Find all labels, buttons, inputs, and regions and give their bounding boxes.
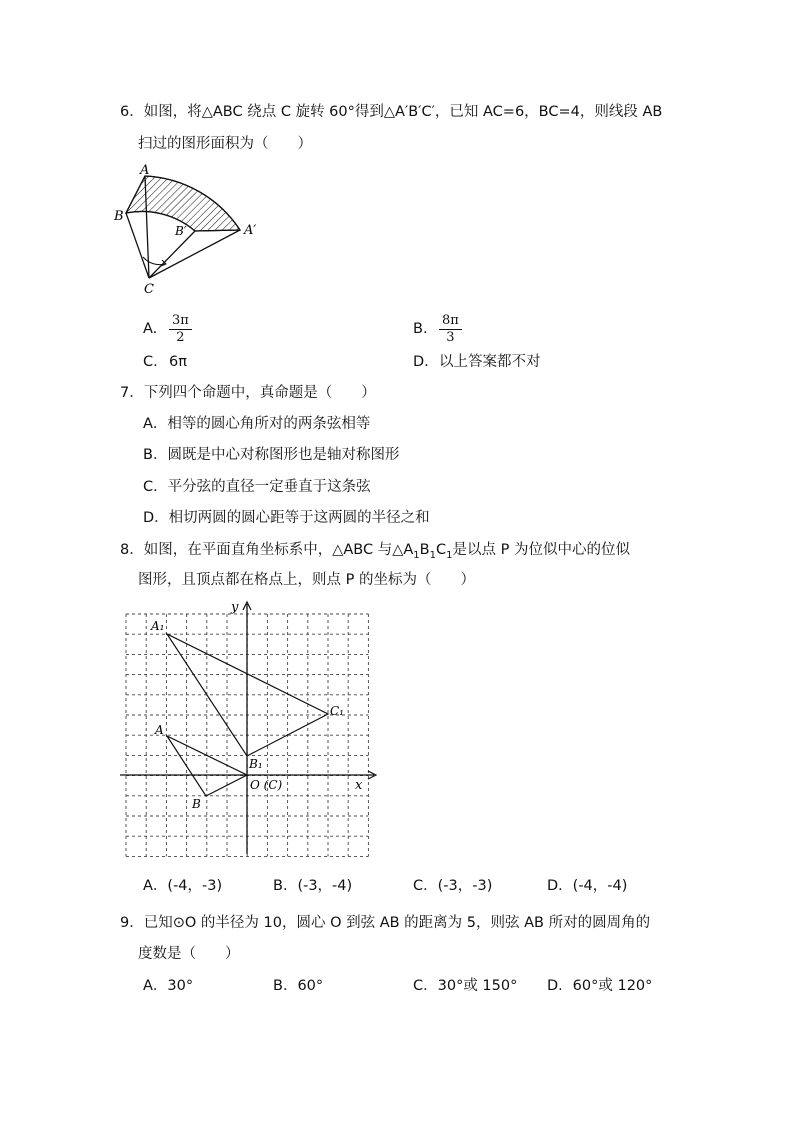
- q8-label-x: x: [355, 778, 363, 793]
- q6-stem-line1: 6．如图，将△ABC 绕点 C 旋转 60°得到△A′B′C′，已知 AC=6，BC=4，则线段 AB: [120, 104, 663, 120]
- q8-stem-text-3: C: [436, 542, 447, 558]
- q8-stem-text-1: 8．如图，在平面直角坐标系中，△ABC 与△A: [120, 542, 414, 558]
- q8-stem-text-2: B: [419, 542, 430, 558]
- q9-stem-line1: 9．已知⊙O 的半径为 10，圆心 O 到弦 AB 的距离为 5，则弦 AB 所对的圆周角的: [120, 915, 651, 931]
- q6-option-a-numerator: 3π: [169, 313, 192, 330]
- q9-option-d[interactable]: D．60°或 120°: [547, 978, 653, 994]
- q8-option-a[interactable]: A．(-4，-3): [143, 878, 223, 894]
- q6-label-A: A: [140, 163, 150, 178]
- q8-sub-1: 1: [413, 549, 420, 561]
- q6-label-C: C: [144, 282, 154, 297]
- q7-option-c[interactable]: C．平分弦的直径一定垂直于这条弦: [143, 479, 371, 495]
- q6-label-Bprime: B′: [175, 224, 187, 238]
- q7-stem: 7．下列四个命题中，真命题是（ ）: [120, 385, 376, 401]
- q7-option-a[interactable]: A．相等的圆心角所对的两条弦相等: [143, 416, 371, 432]
- q6-stem-line2: 扫过的图形面积为（ ）: [138, 136, 312, 152]
- q6-option-b[interactable]: [413, 312, 462, 346]
- q8-label-y: y: [231, 600, 239, 615]
- q6-label-B: B: [114, 209, 124, 224]
- q6-figure: [108, 160, 278, 300]
- q8-label-b1: B₁: [249, 757, 263, 771]
- q6-option-c-text: 6π: [169, 354, 187, 370]
- q6-option-c[interactable]: [143, 352, 187, 372]
- q8-label-origin: O (C): [250, 778, 283, 792]
- q8-option-c[interactable]: C．(-3，-3): [413, 878, 493, 894]
- q7-option-b[interactable]: B．圆既是中心对称图形也是轴对称图形: [143, 447, 400, 463]
- q8-sub-3: 1: [446, 549, 453, 561]
- q6-option-b-denominator: 3: [446, 329, 455, 345]
- q6-option-c-label: C.: [143, 354, 158, 370]
- q8-stem-text-4: 是以点 P 为位似中心的位似: [452, 542, 630, 558]
- q9-option-a[interactable]: A．30°: [143, 978, 194, 994]
- q8-option-d[interactable]: D．(-4，-4): [547, 878, 628, 894]
- q6-option-a-fraction: [169, 313, 192, 346]
- q8-label-b: B: [192, 797, 201, 811]
- q9-stem-line2: 度数是（ ）: [138, 946, 240, 962]
- q8-sub-2: 1: [429, 549, 436, 561]
- q6-option-b-label: B.: [413, 321, 428, 337]
- q8-label-a: A: [155, 723, 164, 737]
- q8-option-b[interactable]: B．(-3，-4): [273, 878, 353, 894]
- q6-option-b-numerator: 8π: [439, 313, 462, 330]
- q6-option-b-fraction: [439, 313, 462, 346]
- q6-option-d[interactable]: [413, 352, 541, 372]
- q9-option-b[interactable]: B．60°: [273, 978, 324, 994]
- q9-option-c[interactable]: C．30°或 150°: [413, 978, 518, 994]
- q6-option-a-denominator: 2: [176, 329, 185, 345]
- q8-label-c1: C₁: [330, 704, 344, 718]
- q6-option-d-label: D.: [413, 354, 429, 370]
- q8-label-a1: A₁: [151, 619, 165, 633]
- q6-option-d-text: 以上答案都不对: [439, 354, 541, 370]
- q8-stem-line1: [120, 540, 630, 566]
- q8-coordinate-figure: [112, 598, 384, 860]
- q8-stem-line2: 图形，且顶点都在格点上，则点 P 的坐标为（ ）: [138, 572, 475, 588]
- q6-option-a-label: A.: [143, 321, 158, 337]
- q6-label-Aprime: A′: [244, 223, 257, 238]
- q6-option-a[interactable]: [143, 312, 192, 346]
- q7-option-d[interactable]: D．相切两圆的圆心距等于这两圆的半径之和: [143, 510, 430, 526]
